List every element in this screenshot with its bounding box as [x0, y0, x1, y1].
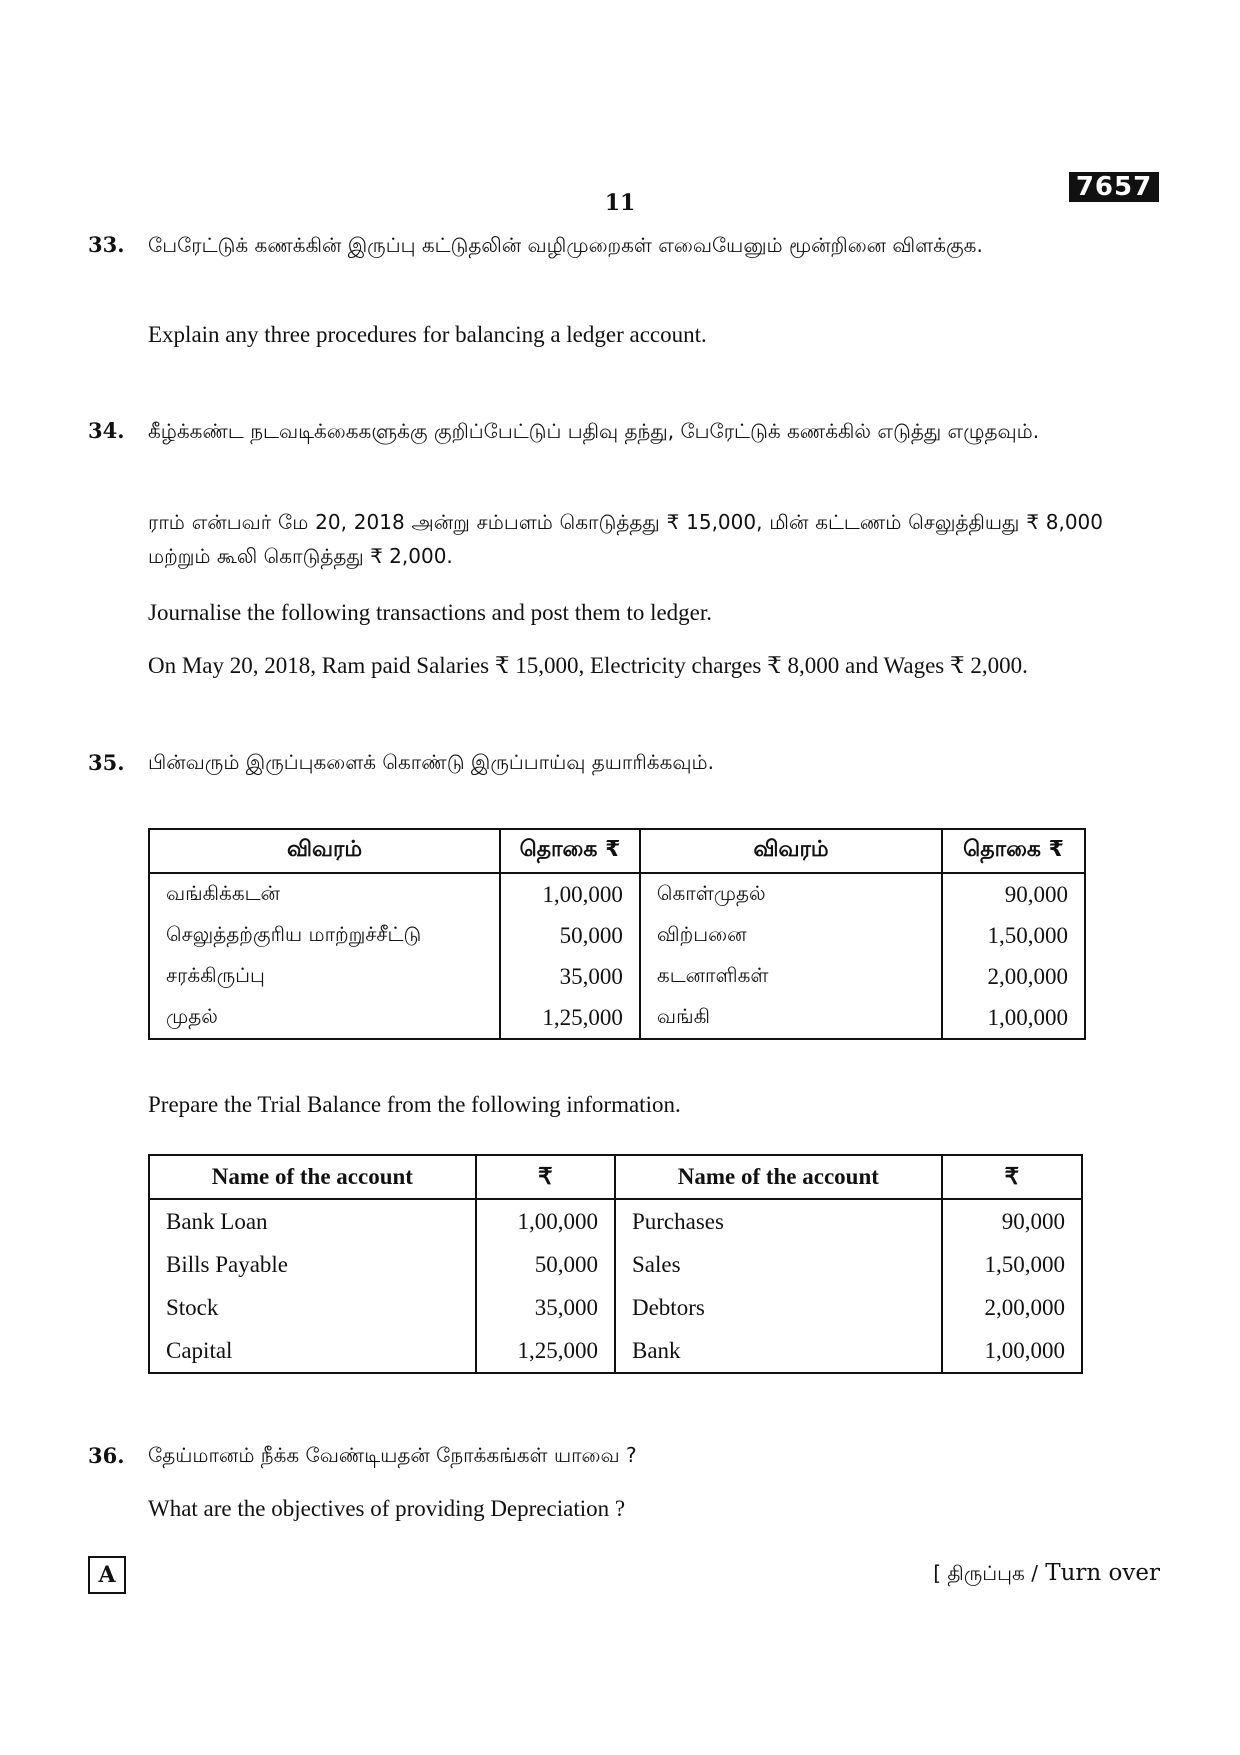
turn-over-note [880, 1560, 1160, 1588]
turn-over-tamil: [ திருப்புக / [933, 1561, 1038, 1585]
table-cell: 1,00,000 [942, 1329, 1082, 1373]
english-trial-balance-table [148, 1154, 1083, 1374]
table-cell: முதல் [149, 997, 500, 1039]
table-header-cell: ₹ [476, 1155, 615, 1199]
table-row [149, 1286, 1082, 1329]
table-header-cell: விவரம் [149, 829, 500, 873]
table-cell: வங்கி [640, 997, 942, 1039]
table-cell: 35,000 [476, 1286, 615, 1329]
table-cell: Sales [615, 1243, 942, 1286]
table-cell: 1,25,000 [476, 1329, 615, 1373]
turn-over-english: Turn over [1045, 1560, 1160, 1586]
table-cell: வங்கிக்கடன் [149, 873, 500, 915]
table-header-cell: Name of the account [149, 1155, 476, 1199]
table-cell: 2,00,000 [942, 1286, 1082, 1329]
table-cell: 2,00,000 [942, 956, 1085, 997]
table-cell: Purchases [615, 1199, 942, 1243]
question-number: 34. [88, 418, 125, 443]
table-cell: விற்பனை [640, 915, 942, 956]
table-row [149, 1329, 1082, 1373]
table-cell: Stock [149, 1286, 476, 1329]
question-number: 35. [88, 750, 125, 775]
question-tamil-text: தேய்மானம் நீக்க வேண்டியதன் நோக்கங்கள் யாவை ? [148, 1443, 637, 1467]
tamil-trial-balance-table [148, 828, 1086, 1040]
question-english-detail: On May 20, 2018, Ram paid Salaries ₹ 15,000, Electricity charges ₹ 8,000 and Wages ₹ 2,000. [148, 653, 1028, 678]
table-header-cell: Name of the account [615, 1155, 942, 1199]
question-number: 36. [88, 1443, 125, 1468]
question-number: 33. [88, 232, 125, 257]
table-row [149, 873, 1085, 915]
table-cell: 1,50,000 [942, 1243, 1082, 1286]
table-header-row [149, 829, 1085, 873]
table-cell: Bank Loan [149, 1199, 476, 1243]
table-cell: 1,00,000 [942, 997, 1085, 1039]
table-cell: 35,000 [500, 956, 640, 997]
table-cell: 90,000 [942, 1199, 1082, 1243]
page-number: 11 [604, 190, 636, 216]
question-english-text: Prepare the Trial Balance from the following information. [148, 1092, 681, 1117]
table-cell: Debtors [615, 1286, 942, 1329]
question-set-badge: A [88, 1556, 126, 1594]
table-row [149, 997, 1085, 1039]
table-header-cell: தொகை ₹ [942, 829, 1085, 873]
table-row [149, 956, 1085, 997]
table-cell: 50,000 [500, 915, 640, 956]
table-cell: Capital [149, 1329, 476, 1373]
question-english-text: Explain any three procedures for balancing a ledger account. [148, 322, 707, 347]
question-tamil-text: கீழ்க்கண்ட நடவடிக்கைகளுக்கு குறிப்பேட்டுப் பதிவு தந்து, பேரேட்டுக் கணக்கில் எடுத்து எழுதவும். [148, 419, 1040, 443]
paper-code-badge: 7657 [1069, 172, 1159, 202]
table-cell: 90,000 [942, 873, 1085, 915]
question-tamil-text: பின்வரும் இருப்புகளைக் கொண்டு இருப்பாய்வு தயாரிக்கவும். [148, 750, 714, 774]
table-cell: கொள்முதல் [640, 873, 942, 915]
table-cell: Bank [615, 1329, 942, 1373]
table-row [149, 1243, 1082, 1286]
table-cell: சரக்கிருப்பு [149, 956, 500, 997]
table-cell: Bills Payable [149, 1243, 476, 1286]
table-cell: செலுத்தற்குரிய மாற்றுச்சீட்டு [149, 915, 500, 956]
table-cell: 1,25,000 [500, 997, 640, 1039]
question-english-text: Journalise the following transactions and post them to ledger. [148, 600, 713, 625]
table-cell: 50,000 [476, 1243, 615, 1286]
table-header-cell: விவரம் [640, 829, 942, 873]
table-cell: 1,00,000 [500, 873, 640, 915]
question-tamil-text: பேரேட்டுக் கணக்கின் இருப்பு கட்டுதலின் வழிமுறைகள் எவையேனும் மூன்றினை விளக்குக. [148, 233, 983, 257]
table-cell: 1,00,000 [476, 1199, 615, 1243]
question-tamil-detail: ராம் என்பவர் மே 20, 2018 அன்று சம்பளம் கொடுத்தது ₹ 15,000, மின் கட்டணம் செலுத்தியது ₹ 8,000 மற்றும் கூலி கொடுத்தது ₹ 2,000. [148, 510, 1103, 568]
table-header-cell: தொகை ₹ [500, 829, 640, 873]
table-row [149, 1199, 1082, 1243]
question-english-text: What are the objectives of providing Depreciation ? [148, 1496, 626, 1521]
table-cell: 1,50,000 [942, 915, 1085, 956]
table-row [149, 915, 1085, 956]
table-cell: கடனாளிகள் [640, 956, 942, 997]
table-header-row [149, 1155, 1082, 1199]
table-header-cell: ₹ [942, 1155, 1082, 1199]
